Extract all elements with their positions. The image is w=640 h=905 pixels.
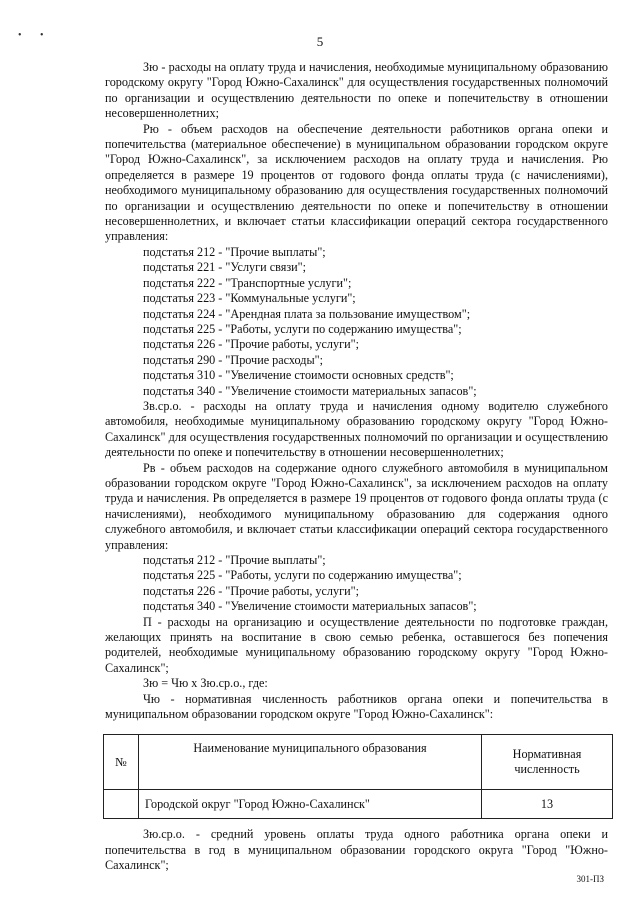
table-row xyxy=(104,790,613,819)
table-header-row xyxy=(104,735,613,790)
paragraph: Чю - нормативная численность работников органа опеки и попечительства в муниципальном образовании городском округе "Город Южно-Сахалинск": xyxy=(105,691,608,722)
norm-staff-table xyxy=(103,734,613,819)
subarticle-item: подстатья 340 - "Увеличение стоимости материальных запасов"; xyxy=(143,599,477,614)
subarticle-item: подстатья 223 - "Коммунальные услуги"; xyxy=(143,291,356,306)
subarticle-item: подстатья 310 - "Увеличение стоимости основных средств"; xyxy=(143,368,454,383)
subarticle-item: подстатья 222 - "Транспортные услуги"; xyxy=(143,275,352,290)
table-header-name: Наименование муниципального образования xyxy=(139,735,482,790)
subarticle-item: подстатья 226 - "Прочие работы, услуги"; xyxy=(143,583,359,598)
table-header-num: № xyxy=(104,735,139,790)
table-header-staff: Нормативная численность xyxy=(482,735,613,790)
paragraph: Зю = Чю х Зю.ср.о., где: xyxy=(143,676,268,691)
subarticle-item: подстатья 221 - "Услуги связи"; xyxy=(143,260,307,275)
subarticle-item: подстатья 224 - "Арендная плата за пользование имуществом"; xyxy=(143,306,471,321)
subarticle-item: подстатья 212 - "Прочие выплаты"; xyxy=(143,553,326,567)
subarticle-item: подстатья 225 - "Работы, услуги по содержанию имущества"; xyxy=(143,568,462,583)
table-cell-name: Городской округ "Город Южно-Сахалинск" xyxy=(139,790,482,819)
table-cell-staff: 13 xyxy=(482,790,613,819)
subarticle-item: подстатья 226 - "Прочие работы, услуги"; xyxy=(143,337,359,352)
paragraph: Рв - объем расходов на содержание одного служебного автомобиля в муниципальном образовании городском округе "Город Южно-Сахалинск", за исключением расходов на оплату труда и начисления. Рв определяется в размере 19 процентов от годового фонда оплаты труда (с начислениями), необходимого муниципальному образованию для содержания одного служебного автомобиля, и включает статьи классификации операций сектора государственного управления: xyxy=(105,460,608,552)
paragraph: Зв.ср.о. - расходы на оплату труда и начисления одному водителю служебного автомобиля, необходимые муниципальному образованию городскому округу "Город Южно-Сахалинск" для осуществления государственных полномочий по организации и осуществлению деятельности по опеке и попечительству в отношении несовершеннолетних; xyxy=(105,398,608,460)
page-number: 5 xyxy=(316,34,324,49)
subarticle-item: подстатья 225 - "Работы, услуги по содержанию имущества"; xyxy=(143,321,462,336)
paragraph: Рю - объем расходов на обеспечение деятельности работников органа опеки и попечительства (материальное обеспечение) в муниципальном образовании городском округе "Город Южно-Сахалинск", за исключением расходов на оплату труда и начисления. Рю определяется в размере 19 процентов от годового фонда оплаты труда (с начислениями), необходимого муниципальному образованию для осуществления государственных полномочий по организации и осуществлению деятельности по опеке и попечительству в отношении несовершеннолетних, и включает статьи классификации операций сектора государственного управления: xyxy=(105,121,608,244)
footer-code: 301-ПЗ xyxy=(576,874,604,884)
document-body xyxy=(105,60,608,874)
paragraph: Зю - расходы на оплату труда и начисления, необходимые муниципальному образованию городскому округу "Город Южно-Сахалинск" для осуществления государственных полномочий по организации и осуществлению деятельности по опеке и попечительству в отношении несовершеннолетних; xyxy=(105,60,608,121)
paragraph: Зю.ср.о. - средний уровень оплаты труда одного работника органа опеки и попечительства в год в муниципальном образовании городского округа "Город "Южно-Сахалинск"; xyxy=(105,827,608,873)
subarticle-item: подстатья 340 - "Увеличение стоимости материальных запасов"; xyxy=(143,383,477,398)
subarticle-item: подстатья 212 - "Прочие выплаты"; xyxy=(143,244,326,259)
paragraph: П - расходы на организацию и осуществление деятельности по подготовке граждан, желающих принять на воспитание в свою семью ребенка, оставшегося без попечения родителей, необходимые муниципальному образованию городскому округу "Город Южно-Сахалинск"; xyxy=(105,614,608,675)
paragraphs-before-table xyxy=(105,60,608,722)
scan-marks: • • xyxy=(18,30,52,41)
paragraphs-after-table xyxy=(105,827,608,873)
table-cell-num xyxy=(104,790,139,819)
subarticle-item: подстатья 290 - "Прочие расходы"; xyxy=(143,352,324,367)
